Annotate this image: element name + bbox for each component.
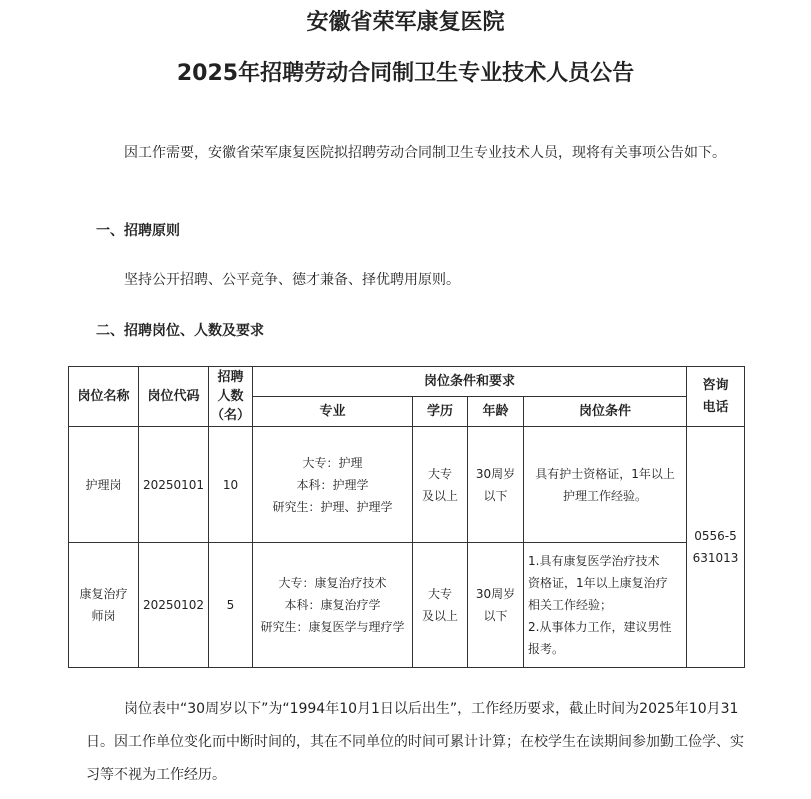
major-line: 研究生：护理、护理学 bbox=[272, 499, 393, 514]
header-position-name: 岗位名称 bbox=[69, 367, 139, 427]
header-age: 年龄 bbox=[468, 397, 524, 427]
row-major bbox=[253, 543, 413, 668]
requirement-line: 报考。 bbox=[528, 642, 565, 656]
age-line: 30周岁 bbox=[475, 587, 516, 601]
row-requirements bbox=[524, 427, 687, 543]
position-name-line: 康复治疗 bbox=[79, 587, 128, 601]
age-line: 以下 bbox=[483, 488, 508, 503]
row-position-name bbox=[69, 543, 139, 668]
requirement-line: 2.从事体力工作，建议男性 bbox=[528, 620, 672, 634]
table-row bbox=[69, 543, 745, 668]
note-paragraph: 岗位表中“30周岁以下”为“1994年10月1日以后出生”，工作经历要求，截止时间为2025年10月31日。因工作单位变化而中断时间的，其在不同单位的时间可累计计算；在校学生在读期间参加勤工俭学、实习等不视为工作经历。 bbox=[86, 701, 744, 783]
education-line: 及以上 bbox=[421, 488, 458, 503]
requirement-line: 护理工作经验。 bbox=[563, 488, 648, 503]
header-requirements: 岗位条件 bbox=[524, 397, 687, 427]
positions-table bbox=[68, 366, 745, 668]
header-count-line: （名） bbox=[210, 408, 250, 423]
header-phone-line: 电话 bbox=[702, 399, 729, 415]
header-major: 专业 bbox=[253, 397, 413, 427]
major-line: 大专：康复治疗技术 bbox=[278, 576, 387, 590]
phone-line: 0556-5 bbox=[694, 529, 737, 543]
age-line: 以下 bbox=[483, 609, 508, 623]
row-position-code: 20250102 bbox=[139, 543, 209, 668]
header-education: 学历 bbox=[413, 397, 468, 427]
phone-line: 631013 bbox=[692, 551, 739, 565]
header-count bbox=[209, 367, 253, 427]
row-requirements bbox=[524, 543, 687, 668]
major-line: 本科：护理学 bbox=[296, 477, 369, 492]
row-education bbox=[413, 427, 468, 543]
row-position-name: 护理岗 bbox=[69, 427, 139, 543]
requirement-line: 资格证，1年以上康复治疗 bbox=[528, 576, 668, 590]
major-line: 大专：护理 bbox=[302, 455, 363, 470]
header-count-line: 招聘 bbox=[217, 370, 244, 385]
consult-phone bbox=[687, 427, 745, 668]
row-education bbox=[413, 543, 468, 668]
row-position-code: 20250101 bbox=[139, 427, 209, 543]
row-major bbox=[253, 427, 413, 543]
education-line: 大专 bbox=[427, 466, 452, 481]
requirement-line: 具有护士资格证，1年以上 bbox=[535, 466, 675, 481]
row-count: 5 bbox=[209, 543, 253, 668]
section-heading-principles: 一、招聘原则 bbox=[96, 223, 180, 239]
section-heading-positions: 二、招聘岗位、人数及要求 bbox=[96, 323, 264, 339]
major-line: 本科：康复治疗学 bbox=[284, 598, 381, 612]
header-conditions: 岗位条件和要求 bbox=[253, 367, 687, 397]
table-header-row bbox=[69, 367, 745, 397]
education-line: 及以上 bbox=[421, 609, 458, 623]
row-count: 10 bbox=[209, 427, 253, 543]
principles-paragraph: 坚持公开招聘、公平竞争、德才兼备、择优聘用原则。 bbox=[124, 272, 460, 288]
header-phone bbox=[687, 367, 745, 427]
education-line: 大专 bbox=[427, 587, 452, 601]
requirement-line: 相关工作经验； bbox=[528, 598, 613, 612]
requirement-line: 1.具有康复医学治疗技术 bbox=[528, 554, 660, 568]
page-title: 安徽省荣军康复医院 bbox=[306, 10, 505, 35]
age-line: 30周岁 bbox=[475, 466, 516, 481]
header-count-line: 人数 bbox=[217, 389, 244, 404]
row-age bbox=[468, 543, 524, 668]
row-age bbox=[468, 427, 524, 543]
header-phone-line: 咨询 bbox=[702, 377, 729, 393]
header-position-code: 岗位代码 bbox=[139, 367, 209, 427]
position-name-line: 师岗 bbox=[91, 609, 116, 623]
major-line: 研究生：康复医学与理疗学 bbox=[260, 620, 405, 634]
table-row bbox=[69, 427, 745, 543]
intro-paragraph: 因工作需要，安徽省荣军康复医院拟招聘劳动合同制卫生专业技术人员，现将有关事项公告如下。 bbox=[124, 145, 726, 161]
page-subtitle: 2025年招聘劳动合同制卫生专业技术人员公告 bbox=[176, 61, 635, 86]
